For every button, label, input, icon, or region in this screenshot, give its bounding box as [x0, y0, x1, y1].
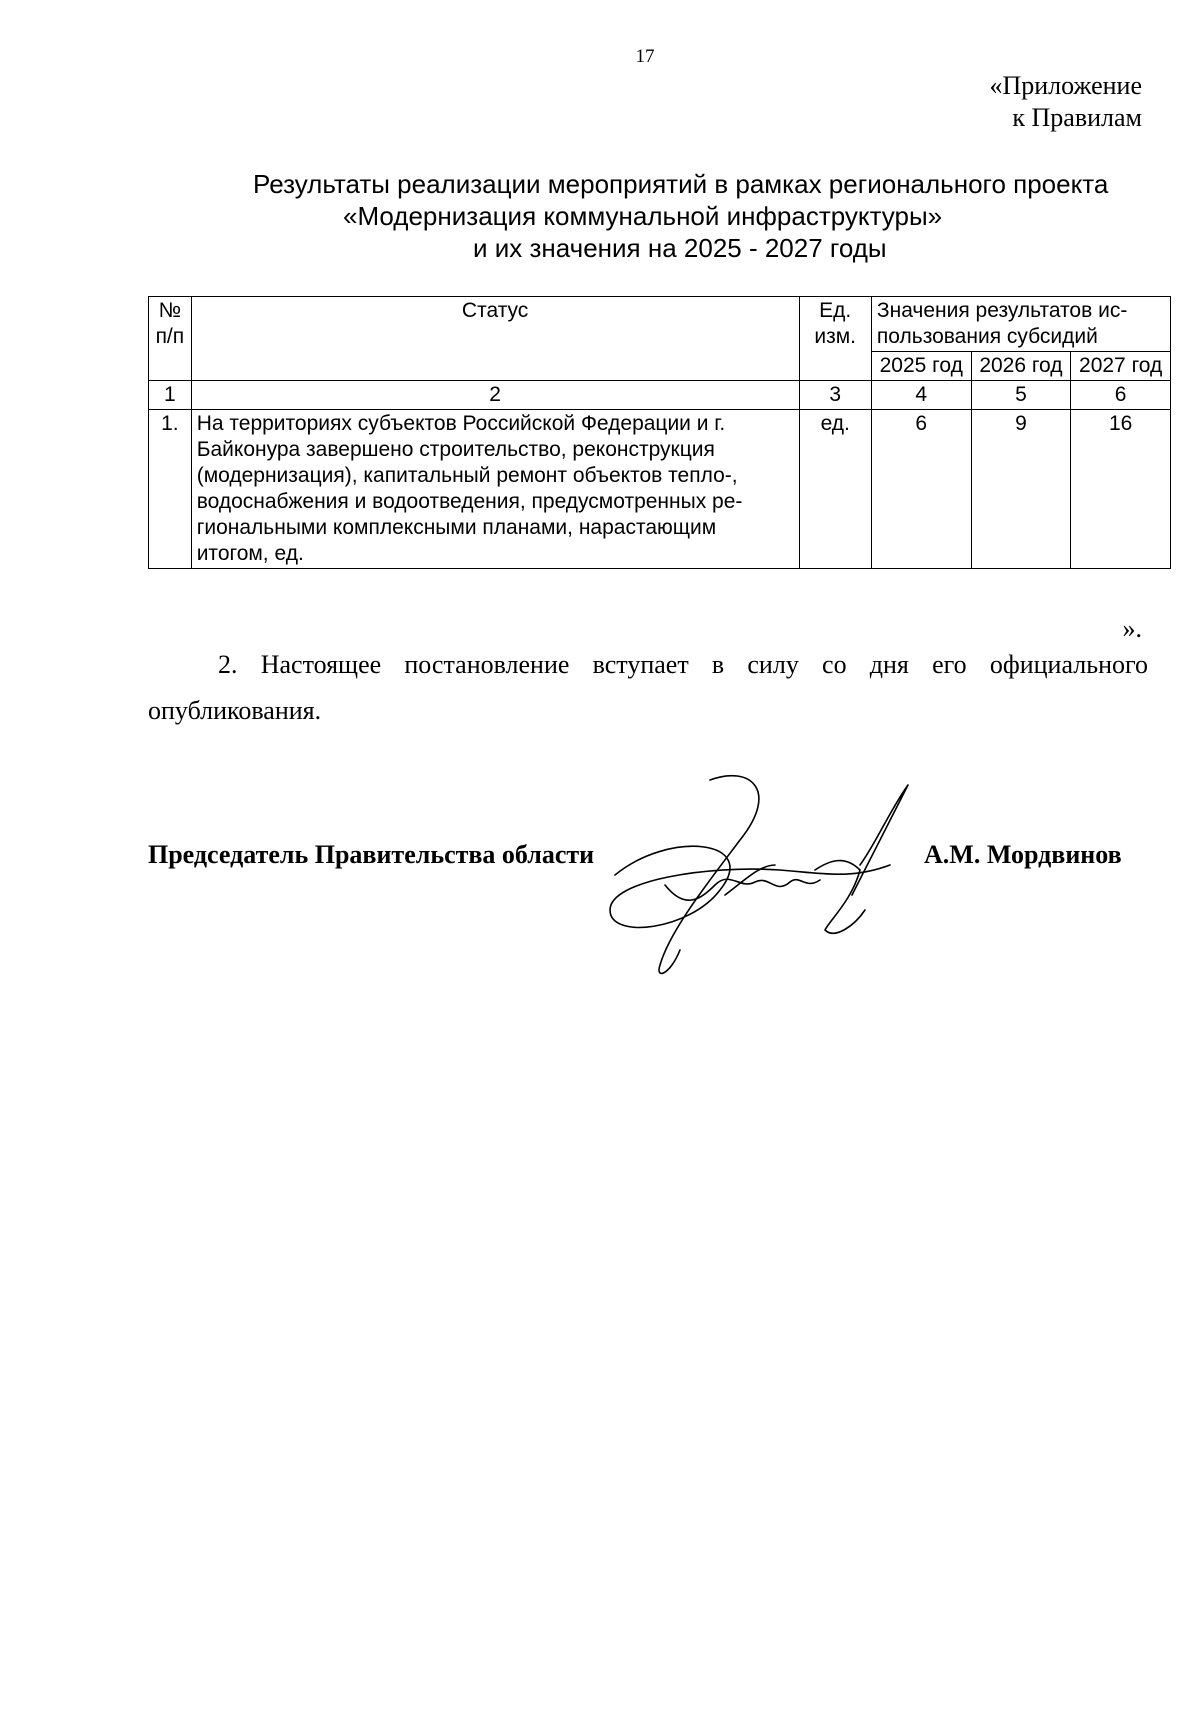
row-status: На территориях субъектов Российской Федерации и г. Байконура завершено строительство, реконструкция (модернизация), капитальный ремонт объектов тепло-, водоснабжения и водоотведения, предусмотренных ре-гиональными комплексными планами, нарастающим итогом, ед.: [191, 410, 799, 569]
row-unit: ед.: [799, 410, 871, 569]
column-number: 1: [149, 381, 192, 410]
row-value-2027: 16: [1071, 410, 1171, 569]
signatory-title: Председатель Правительства области: [148, 840, 595, 869]
header-year-2026: 2026 год: [971, 352, 1071, 381]
table-column-numbers-row: [149, 381, 1171, 410]
column-number: 6: [1071, 381, 1171, 410]
appendix-line-2: к Правилам: [1012, 103, 1142, 132]
column-number: 5: [971, 381, 1071, 410]
results-table: [148, 296, 1171, 569]
row-value-2026: 9: [971, 410, 1071, 569]
row-value-2025: 6: [871, 410, 971, 569]
title-line-1: Результаты реализации мероприятий в рамках регионального проекта: [253, 169, 1109, 199]
title-line-2: «Модернизация коммунальной инфраструктуры»: [343, 201, 943, 231]
table-row: [149, 410, 1171, 569]
effective-date-paragraph: 2. Настоящее постановление вступает в силу со дня его официального опубликования.: [148, 650, 1148, 725]
table-header-row: [149, 297, 1171, 352]
column-number: 4: [871, 381, 971, 410]
column-number: 2: [191, 381, 799, 410]
header-values-group: Значения результатов ис-пользования субсидий: [871, 297, 1170, 352]
page-number: 17: [635, 46, 655, 67]
appendix-label: [989, 70, 1142, 134]
header-year-2027: 2027 год: [1071, 352, 1171, 381]
row-num: 1.: [149, 410, 192, 569]
appendix-line-1: «Приложение: [989, 71, 1142, 100]
document-title: [150, 168, 1180, 264]
header-status: Статус: [191, 297, 799, 381]
header-year-2025: 2025 год: [871, 352, 971, 381]
header-num: № п/п: [149, 297, 192, 381]
column-number: 3: [799, 381, 871, 410]
signatory-name: А.М. Мордвинов: [924, 840, 1122, 869]
header-unit: Ед. изм.: [799, 297, 871, 381]
title-line-3: и их значения на 2025 - 2027 годы: [473, 233, 887, 263]
closing-quote: ».: [1122, 614, 1142, 643]
handwritten-signature: [590, 770, 950, 990]
